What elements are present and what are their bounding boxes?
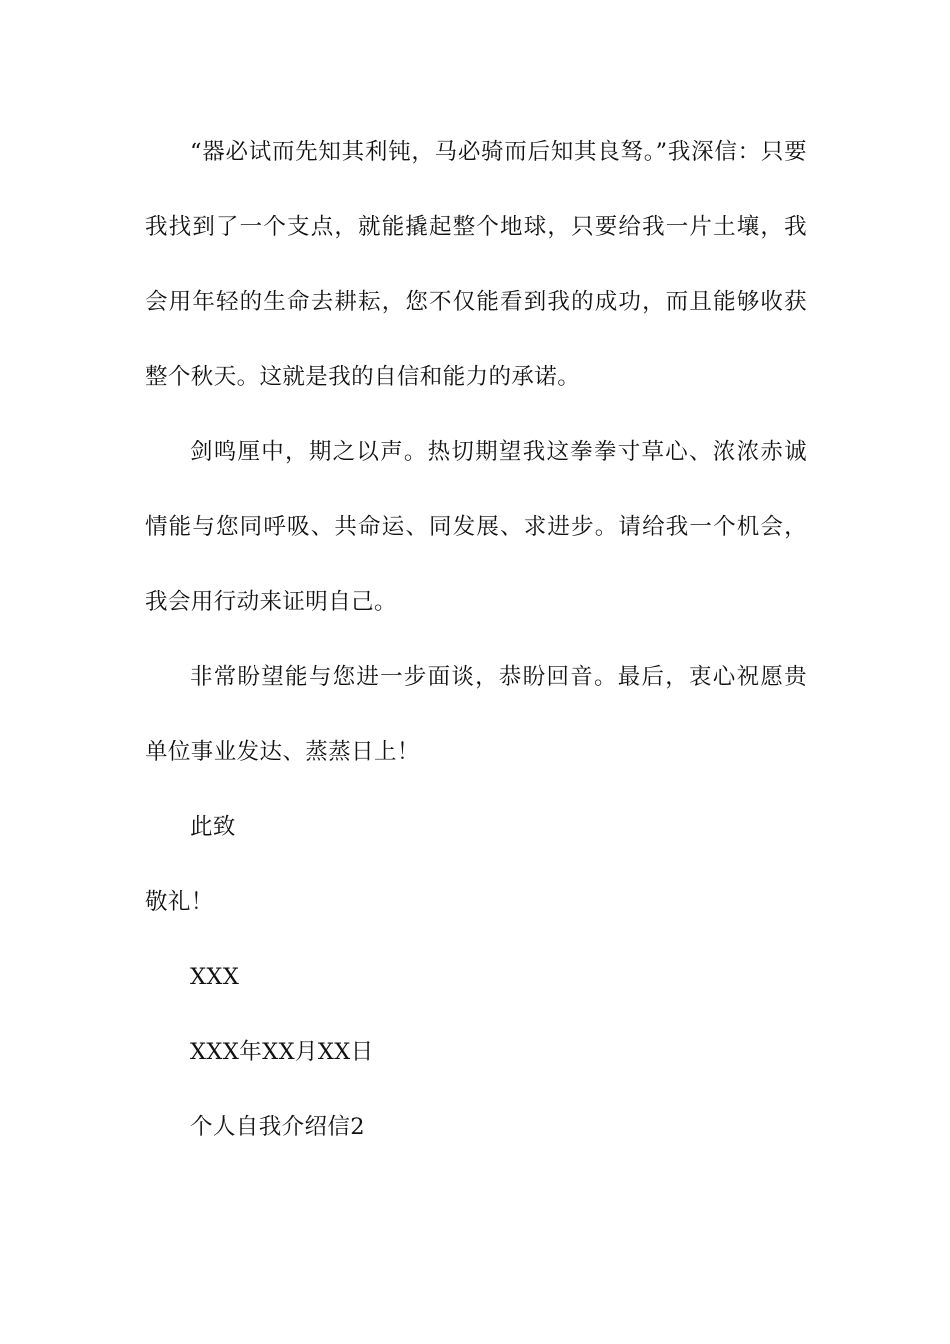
paragraph-wishes: 非常盼望能与您进一步面谈，恭盼回音。最后，衷心祝愿贵单位事业发达、蒸蒸日上！ [145,664,807,765]
closing-respect: 敬礼！ [145,889,214,915]
paragraph-confidence: “器必试而先知其利钝，马必骑而后知其良驽。”我深信：只要我找到了一个支点，就能撬起整个地球，只要给我一片土壤，我会用年轻的生命去耕耘，您不仅能看到我的成功，而且能够收获整个秋天。这就是我的自信和能力的承诺。 [145,139,807,390]
signature-name: XXX [190,964,240,990]
next-section-heading: 个人自我介绍信2 [190,1114,366,1140]
signature-date: XXX年XX月XX日 [190,1039,374,1065]
paragraph-hope: 剑鸣厘中，期之以声。热切期望我这拳拳寸草心、浓浓赤诚情能与您同呼吸、共命运、同发展、求进步。请给我一个机会，我会用行动来证明自己。 [145,439,807,615]
closing-salutation: 此致 [190,814,236,840]
